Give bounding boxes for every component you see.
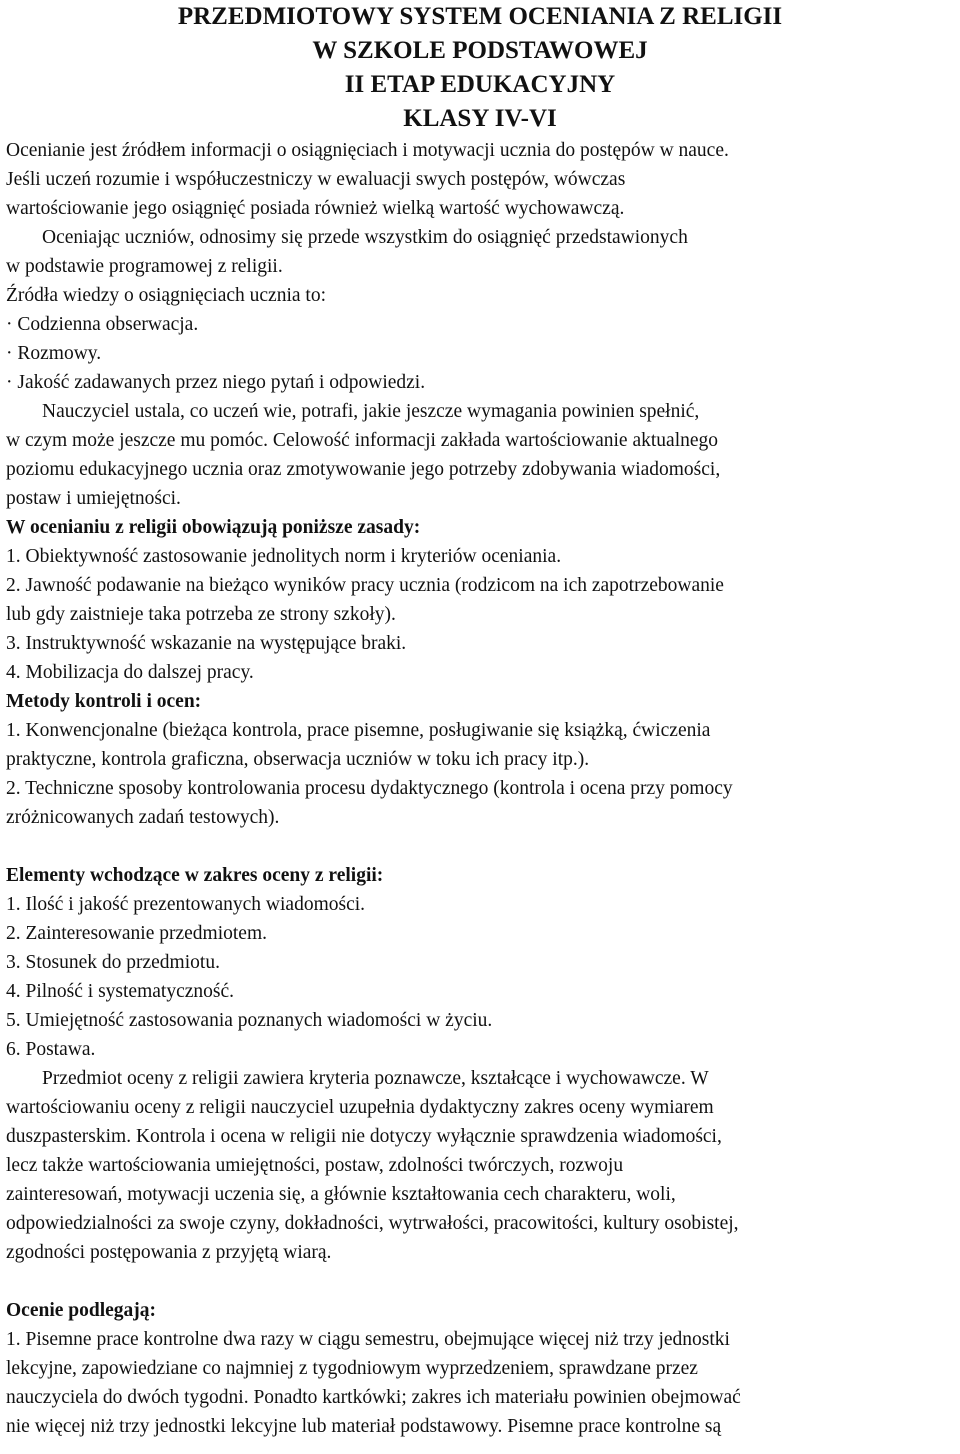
text-line: w podstawie programowej z religii. bbox=[6, 256, 283, 277]
sources-heading: Źródła wiedzy o osiągnięciach ucznia to: bbox=[6, 285, 326, 306]
list-item: 2. Zainteresowanie przedmiotem. bbox=[6, 923, 267, 944]
text-line: Oceniając uczniów, odnosimy się przede wszystkim do osiągnięć przedstawionych bbox=[42, 227, 688, 248]
text-line: Ocenianie jest źródłem informacji o osiągnięciach i motywacji ucznia do postępów w nauce. bbox=[6, 140, 729, 161]
document-page bbox=[6, 0, 954, 1441]
text-line: nauczyciela do dwóch tygodni. Ponadto kartkówki; zakres ich materiału powinien obejmować bbox=[6, 1387, 741, 1408]
intro-paragraph bbox=[6, 136, 954, 223]
methods-section bbox=[6, 687, 954, 832]
list-item: 1. Ilość i jakość prezentowanych wiadomości. bbox=[6, 894, 366, 915]
list-item: 2. Jawność podawanie na bieżąco wyników pracy ucznia (rodzicom na ich zapotrzebowanie bbox=[6, 575, 724, 596]
graded-heading: Ocenie podlegają: bbox=[6, 1300, 157, 1321]
teacher-paragraph bbox=[6, 397, 954, 513]
assessing-paragraph bbox=[6, 223, 954, 281]
title-line: PRZEDMIOTOWY SYSTEM OCENIANIA Z RELIGII bbox=[177, 3, 783, 30]
list-item: 1. Konwencjonalne (bieżąca kontrola, prace pisemne, posługiwanie się książką, ćwiczenia bbox=[6, 720, 711, 741]
sources-section bbox=[6, 281, 954, 397]
text-line: 1. Pisemne prace kontrolne dwa razy w ciągu semestru, obejmujące więcej niż trzy jednostki bbox=[6, 1329, 730, 1350]
text-line: lekcyjne, zapowiedziane co najmniej z tygodniowym wyprzedzeniem, sprawdzane przez bbox=[6, 1358, 698, 1379]
text-line: duszpasterskim. Kontrola i ocena w religii nie dotyczy wyłącznie sprawdzenia wiadomości, bbox=[6, 1126, 722, 1147]
text-line: zgodności postępowania z przyjętą wiarą. bbox=[6, 1242, 332, 1263]
spacer bbox=[6, 832, 954, 861]
text-line: postaw i umiejętności. bbox=[6, 488, 181, 509]
title-line: II ETAP EDUKACYJNY bbox=[344, 71, 616, 98]
text-line: Jeśli uczeń rozumie i współuczestniczy w ewaluacji swych postępów, wówczas bbox=[6, 169, 626, 190]
elements-section bbox=[6, 861, 954, 1064]
text-line: lecz także wartościowania umiejętności, postaw, zdolności twórczych, rozwoju bbox=[6, 1155, 624, 1176]
text-line: wartościowanie jego osiągnięć posiada również wielką wartość wychowawczą. bbox=[6, 198, 625, 219]
list-item: 6. Postawa. bbox=[6, 1039, 96, 1060]
methods-heading: Metody kontroli i ocen: bbox=[6, 691, 202, 712]
spacer bbox=[6, 1267, 954, 1296]
list-item: lub gdy zaistnieje taka potrzeba ze strony szkoły). bbox=[6, 604, 396, 625]
elements-heading: Elementy wchodzące w zakres oceny z religii: bbox=[6, 865, 384, 886]
list-item: · Rozmowy. bbox=[6, 343, 102, 364]
title-line: W SZKOLE PODSTAWOWEJ bbox=[312, 37, 648, 64]
list-item: 3. Instruktywność wskazanie na występujące braki. bbox=[6, 633, 407, 654]
title-line: KLASY IV-VI bbox=[403, 105, 557, 132]
list-item: 4. Mobilizacja do dalszej pracy. bbox=[6, 662, 254, 683]
list-item: praktyczne, kontrola graficzna, obserwacja uczniów w toku ich pracy itp.). bbox=[6, 749, 590, 770]
subject-paragraph bbox=[6, 1064, 954, 1267]
text-line: nie więcej niż trzy jednostki lekcyjne lub materiał podstawowy. Pisemne prace kontrolne są bbox=[6, 1416, 722, 1437]
document-title bbox=[6, 0, 954, 136]
list-item: · Jakość zadawanych przez niego pytań i odpowiedzi. bbox=[6, 372, 426, 393]
list-item: · Codzienna obserwacja. bbox=[6, 314, 199, 335]
list-item: 5. Umiejętność zastosowania poznanych wiadomości w życiu. bbox=[6, 1010, 493, 1031]
list-item: 4. Pilność i systematyczność. bbox=[6, 981, 235, 1002]
list-item: 3. Stosunek do przedmiotu. bbox=[6, 952, 220, 973]
text-line: Przedmiot oceny z religii zawiera kryteria poznawcze, kształcące i wychowawcze. W bbox=[42, 1068, 709, 1089]
text-line: poziomu edukacyjnego ucznia oraz zmotywowanie jego potrzeby zdobywania wiadomości, bbox=[6, 459, 721, 480]
text-line: wartościowaniu oceny z religii nauczyciel uzupełnia dydaktyczny zakres oceny wymiarem bbox=[6, 1097, 714, 1118]
text-line: w czym może jeszcze mu pomóc. Celowość informacji zakłada wartościowanie aktualnego bbox=[6, 430, 719, 451]
list-item: 2. Techniczne sposoby kontrolowania procesu dydaktycznego (kontrola i ocena przy pomocy bbox=[6, 778, 733, 799]
rules-heading: W ocenianiu z religii obowiązują poniższe zasady: bbox=[6, 517, 421, 538]
list-item: zróżnicowanych zadań testowych). bbox=[6, 807, 280, 828]
rules-section bbox=[6, 513, 954, 687]
graded-section bbox=[6, 1296, 954, 1441]
text-line: Nauczyciel ustala, co uczeń wie, potrafi, jakie jeszcze wymagania powinien spełnić, bbox=[42, 401, 700, 422]
text-line: zainteresowań, motywacji uczenia się, a głównie kształtowania cech charakteru, woli, bbox=[6, 1184, 676, 1205]
text-line: odpowiedzialności za swoje czyny, dokładności, wytrwałości, pracowitości, kultury osobistej, bbox=[6, 1213, 739, 1234]
list-item: 1. Obiektywność zastosowanie jednolitych norm i kryteriów oceniania. bbox=[6, 546, 562, 567]
